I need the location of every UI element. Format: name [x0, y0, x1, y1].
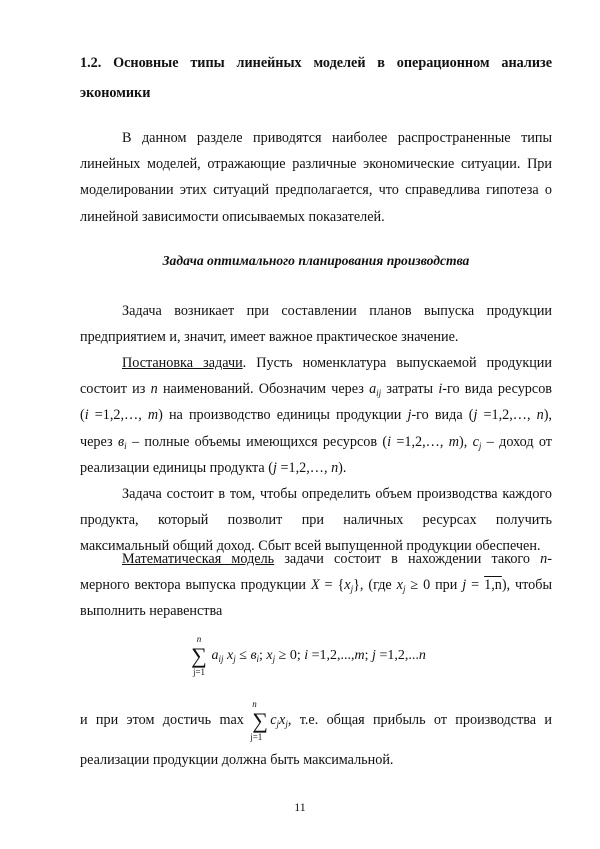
p4-line-1: Математическая модель задачи состоит в нахождении такого n- — [122, 551, 552, 567]
paragraph-problem-statement — [80, 350, 552, 481]
p2-line-1: Постановка задачи. Пусть номенклатура выпускаемой продукции — [122, 355, 552, 371]
p2-line-5: реализации единицы продукта (j =1,2,…, n). — [80, 459, 347, 476]
intro-paragraph — [80, 125, 552, 230]
math-model-label: Математическая модель — [122, 551, 275, 567]
p5-line-1: и при этом достичь max ∑ n j=1 $c_jx_j$, т.е. общая прибыль от производства и — [80, 698, 552, 742]
p1-line: предприятием и, значит, имеет важное практическое значение. — [80, 329, 459, 346]
subsection-title: Задача оптимального планирования производства — [162, 253, 470, 268]
intro-line: В данном разделе приводятся наиболее распространенные типы — [122, 130, 552, 146]
p3-line: продукта, который позволит при наличных ресурсах получить — [80, 512, 552, 529]
p2-line-2: состоит из n наименований. Обозначим через $a_{ij}$ затраты i-го вида ресурсов — [80, 381, 552, 399]
p4-line-2: мерного вектора выпуска продукции $X = \{x_j\}$, (где $x_j \ge 0$ при j = 1,n), чтобы — [80, 577, 553, 595]
constraints-formula: ∑ n j=1 $a_{ij}$ $x_j \le в_i$; $x_j \ge 0$; i =1,2,...,m; j =1,2,...n — [191, 634, 426, 677]
page-number: 11 — [294, 800, 306, 814]
paragraph-objective — [80, 698, 552, 773]
p3-line: максимальный общий доход. Сбыт всей выпущенной продукции обеспечен. — [80, 538, 541, 555]
p2-line-4: через $в_i$ – полные объемы имеющихся ресурсов (i =1,2,…, m), $c_j$ – доход от — [80, 433, 552, 451]
p2-line-3: (i =1,2,…, m) на производство единицы продукции j-го вида (j =1,2,…, n), — [80, 407, 552, 424]
heading-line-2: экономики — [80, 85, 151, 101]
intro-line: линейной зависимости описываемых показателей. — [80, 208, 385, 225]
paragraph-math-model — [80, 546, 552, 625]
intro-line: линейных моделей, отражающие различные экономические ситуации. При — [80, 156, 552, 173]
sum-symbol: ∑ n j=1 — [191, 634, 207, 677]
p1-line: Задача возникает при составлении планов выпуска продукции — [122, 303, 552, 319]
p4-line-3: выполнить неравенства — [80, 603, 223, 620]
problem-statement-label: Постановка задачи — [122, 355, 243, 371]
p3-line: Задача состоит в том, чтобы определить объем производства каждого — [122, 486, 552, 502]
intro-line: моделировании этих ситуаций предполагается, что справедлива гипотеза о — [80, 182, 552, 199]
section-heading — [80, 48, 552, 108]
paragraph-1 — [80, 298, 552, 350]
heading-line-1: 1.2. Основные типы линейных моделей в операционном анализе — [80, 55, 552, 71]
sum-symbol: ∑ n j=1 — [250, 698, 268, 742]
p5-line-2: реализации продукции должна быть максимальной. — [80, 752, 394, 769]
